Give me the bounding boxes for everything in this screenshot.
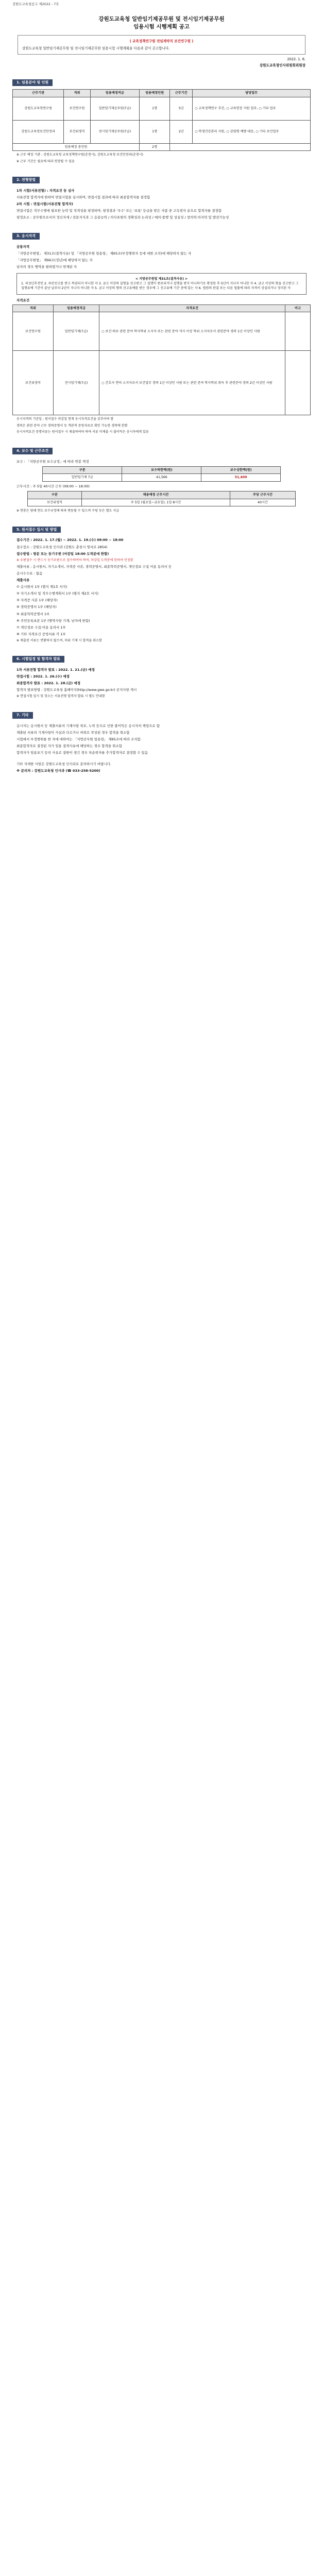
section-5-heading: 5. 원서접수 일시 및 방법: [12, 527, 61, 533]
section-3-heading: 3. 응시자격: [12, 233, 40, 240]
header-line: 강원도교육청공고 제2022 - 7호: [12, 2, 59, 6]
s5-item: 접수기간 : 2022. 1. 17.(월) ~ 2022. 1. 19.(수) 09:00 ~ 18:00: [16, 538, 124, 543]
table-row: [42, 474, 280, 482]
cell: 일반임기제공무원(7급): [90, 97, 139, 120]
page-title: [12, 15, 311, 31]
table-row: [13, 351, 311, 415]
cell: 일반임기제 7급: [42, 474, 122, 482]
s5-item: 접수방법 : 방문 또는 등기우편 (마감일 18:00 도착분에 한함): [16, 551, 109, 556]
cell: ○ 교육정책연구 추진, ○ 교육현장 지원 업무, ○ 기타 업무: [193, 97, 311, 120]
s7-item: 제출된 서류의 기재사항이 사실과 다르거나 허위로 작성된 경우 합격을 취소함: [16, 730, 130, 735]
s3-item: 「지방공무원법」 제66조(정년)에 해당하지 않는 자: [16, 258, 93, 263]
cell: 전시임기제(7급): [54, 351, 99, 415]
cell: ○ 간호사 면허 소지자로서 보건업무 경력 1년 이상인 사람 또는 관련 분야 학사학위 취득 후 관련분야 경력 2년 이상인 사람: [99, 351, 285, 415]
th-duty: 담당업무: [193, 90, 311, 97]
s6-item: ※ 면접시험 일시 및 장소는 서류전형 합격자 발표 시 별도 안내함: [16, 694, 105, 699]
cell: [285, 351, 311, 415]
s4-item: ※ 연봉은 당해 연도 보수규정에 따라 변동될 수 있으며 수당 등은 별도 지급: [16, 509, 120, 513]
disqualification-box: [16, 273, 307, 295]
s1-note: ※ 근무 기간은 필요에 따라 연장될 수 있음: [16, 159, 75, 163]
s2-item: 면접시험은 직무수행에 필요한 능력 및 적격성을 평정하며, 평정결과 '우수' 또는 '보통' 등급을 받은 사람 중 고득점자 순으로 합격자를 결정함: [16, 209, 222, 213]
date-line: 2022. 1. 6.: [287, 57, 305, 61]
s5-item: 접수장소 : 강원도교육청 인사과 (강원도 춘천시 영서로 2854): [16, 545, 108, 549]
th: 채용예정 근무시간: [82, 491, 230, 499]
s5-item: ※ 우편접수 시 반드시 등기우편으로 접수하여야 하며, 마감일 도착분에 한하여 인정함: [16, 558, 133, 562]
doc-item: ⑦ 개인정보 수집·이용 동의서 1부: [16, 625, 66, 630]
cell: [285, 312, 311, 351]
th: 구분: [27, 491, 81, 499]
s7-item: 응시자는 응시원서 등 제출서류의 기재사항 착오, 누락 등으로 인한 불이익은 응시자의 책임으로 함: [16, 723, 160, 728]
cell: 강원도교육청보건안전과: [13, 120, 64, 143]
cell: 5년: [170, 97, 193, 120]
section-4-heading: 4. 보수 및 근무조건: [12, 448, 53, 454]
s1-note: ※ 근무 예정 기관 : 강원도교육청 교육정책연구원(춘천시), 강원도교육청 보건안전과(춘천시): [16, 153, 144, 157]
recruit-table: [12, 89, 311, 151]
th: 보수하한액(원): [122, 466, 201, 474]
table-row: [13, 312, 311, 351]
s6-item: 최종합격자 발표 : 2022. 1. 28.(금) 예정: [16, 681, 80, 686]
s5-fee: 응시수수료 : 없음: [16, 571, 43, 576]
th: 임용예정직급: [54, 304, 99, 312]
s3-note: 경력은 관련 분야 근무 경력증명서 등 객관적 증빙자료로 확인 가능한 경력에 한함: [16, 423, 128, 428]
cell: 주 5일 (월요일~금요일), 1일 8시간: [82, 499, 230, 506]
box-title: < 지방공무원법 제31조(결격사유) >: [135, 277, 188, 281]
s5-doc-title: 제출서류: [16, 578, 30, 583]
th: 비고: [285, 304, 311, 312]
intro-box: [18, 35, 305, 54]
s6-item: 1차 서류전형 합격자 발표 : 2022. 1. 21.(금) 예정: [16, 668, 95, 672]
s5-note: ※ 제출된 서류는 반환하지 않으며, 허위 기재 시 합격을 취소함: [16, 638, 102, 642]
cell: 보건연구원: [64, 97, 91, 120]
cell: ○ 학생건강관리 지원, ○ 감염병 예방·대응, ○ 기타 보건업무: [193, 120, 311, 143]
cell: 41,566: [122, 474, 201, 482]
doc-item: ⑥ 주민등록초본 1부 (병역사항 기재, 남자에 한함): [16, 618, 90, 623]
s7-item: 최종합격자로 결정된 자가 임용 결격사유에 해당하는 경우 합격을 취소함: [16, 743, 122, 748]
table-row: [27, 499, 295, 506]
s5-item: 제출서류 : 응시원서, 자기소개서, 자격증 사본, 경력증명서, 최종학력증명서, 개인정보 수집 이용 동의서 등: [16, 565, 172, 569]
s2-item: 서류전형 합격자에 한하여 면접시험을 실시하며, 면접시험 결과에 따라 최종합격자를 결정함: [16, 195, 150, 200]
th: 자격요건: [99, 304, 285, 312]
s4-item: 근무시간 : 주 5일 40시간 근무 (09:00 ~ 18:00): [16, 484, 90, 488]
box-text: 1. 피성년후견인 2. 파산선고를 받고 복권되지 아니한 자 3. 금고 이상의 실형을 선고받고 그 집행이 종료되거나 집행을 받지 아니하기로 확정된 후 5년이 지나지 아니한 자 4. 금고 이상의 형을 선고받고 그 집행유예 기간이 끝난 날부터 2년이 지나지 아니한 자 5. 금고 이상의 형의 선고유예를 받은 경우에 그 선고유예 기간 중에 있는 자 6. 법원의 판결 또는 다른 법률에 따라 자격이 상실되거나 정지된 자: [21, 281, 299, 291]
doc-item: ② 자기소개서 및 직무수행계획서 1부 (별지 제2호 서식): [16, 591, 99, 596]
cell: 보건위생직: [64, 120, 91, 143]
cell: 전시임기제공무원(7급): [90, 120, 139, 143]
section-6-heading: 6. 시험일정 및 합격자 발표: [12, 656, 64, 663]
s6-item: 면접시험 : 2022. 1. 26.(수) 예정: [16, 674, 70, 679]
qualification-table: [12, 304, 311, 416]
doc-item: ① 응시원서 1부 (별지 제1호 서식): [16, 585, 67, 589]
section-2-heading: 2. 전형방법: [12, 177, 40, 183]
cell: 보건위생직: [27, 499, 81, 506]
cell: 1명: [139, 97, 170, 120]
issuer: 강원도교육청인사위원회위원장: [259, 63, 305, 68]
subtitle: ( 교육정책연구원 전임계약직 보건연구원 ): [129, 39, 194, 44]
th-period: 근무기간: [170, 90, 193, 97]
th-count: 임용예정인원: [139, 90, 170, 97]
th: 주당 근무시간: [230, 491, 295, 499]
cell: 1명: [139, 120, 170, 143]
th-grade: 임용예정직급: [90, 90, 139, 97]
th: 보수상한액(원): [201, 466, 281, 474]
cell: 강원도교육청연구원: [13, 97, 64, 120]
s7-item: 합격자가 임용포기 등의 사유로 결원이 생긴 경우 차순위자를 추가합격자로 결정할 수 있음: [16, 750, 148, 755]
doc-item: ③ 자격증 사본 1부 (해당자): [16, 598, 58, 603]
s6-item: 합격자 발표방법 : 강원도교육청 홈페이지(http://www.gwe.go.kr) 공지사항 게시: [16, 688, 137, 692]
title-line-2: 임용시험 시행계획 공고: [133, 24, 190, 30]
s7-item: 시험에서 부정행위를 한 자에 대하여는 「지방공무원 임용령」 제65조에 따라 조치함: [16, 737, 141, 741]
cell: 보건연구원: [13, 312, 54, 351]
intro-text: 강원도교육청 일반임기제공무원 및 전시임기제공무원 임용시험 시행계획을 다음과 같이 공고합니다.: [22, 46, 170, 50]
section-7-heading: 7. 기타: [12, 712, 33, 719]
doc-item: ⑤ 최종학력증명서 1부: [16, 612, 50, 616]
doc-item: ④ 경력증명서 1부 (해당자): [16, 605, 57, 609]
th: 직위: [13, 304, 54, 312]
doc-item: ⑧ 기타 자격요건 증빙서류 각 1부: [16, 632, 66, 636]
s2-item: 1차 시험(서류전형) : 자격요건 등 심사: [16, 189, 75, 193]
table-row: [13, 120, 311, 143]
cell: ○ 보건·의료 관련 분야 학사학위 소지자 또는 관련 분야 석사 이상 학위 소지자로서 관련분야 경력 1년 이상인 사람: [99, 312, 285, 351]
s3-item: 남자의 경우 병역을 필하였거나 면제된 자: [16, 265, 77, 269]
s4-item: 보수 : 「지방공무원 보수규정」에 따라 연봉 책정: [16, 459, 89, 464]
total-value: 2명: [139, 143, 170, 151]
s3-title: 공통자격: [16, 245, 30, 249]
work-hours-table: [27, 491, 296, 506]
s3-spec-title: 자격요건: [16, 298, 30, 302]
s3-note: 응시자격요건 증명서류는 원서접수 시 제출하여야 하며 서류 미제출 시 불이익은 응시자에게 있음: [16, 430, 149, 434]
title-line-1: 강원도교육청 일반임기제공무원 및 전시임기제공무원: [98, 16, 225, 22]
th: 구분: [42, 466, 122, 474]
cell: 40시간: [230, 499, 295, 506]
salary-table: [42, 466, 281, 482]
s3-item: 「지방공무원법」 제31조(결격사유) 및 「지방공무원 임용령」 제65조(부정행위자 등에 대한 조치)에 해당하지 않는 자: [16, 251, 192, 256]
s2-item: 평정요소 : 공무원으로서의 정신자세 / 전문지식과 그 응용능력 / 의사표현의 정확성과 논리성 / 예의·품행 및 성실성 / 창의력·의지력 및 발전가능성: [16, 215, 229, 220]
th-position: 직위: [64, 90, 91, 97]
cell: 보건위생직: [13, 351, 54, 415]
table-row: [13, 97, 311, 120]
s7-tail: ※ 문의처 : 강원도교육청 인사과 (☎ 033-258-5200): [16, 768, 100, 773]
s3-note: 응시자격의 기준일 : 원서접수 마감일 현재 응시자격요건을 갖추어야 함: [16, 417, 114, 421]
section-1-heading: 1. 임용분야 및 인원: [12, 79, 53, 86]
cell: 일반임기제(7급): [54, 312, 99, 351]
s7-tail: 기타 자세한 사항은 강원도교육청 인사과로 문의하시기 바랍니다.: [16, 761, 111, 766]
cell: 51,609: [201, 474, 281, 482]
total-label: 임용예정 총인원: [13, 143, 140, 151]
th-agency: 근무기관: [13, 90, 64, 97]
table-total-row: [13, 143, 311, 151]
cell: 2년: [170, 120, 193, 143]
s2-item: 2차 시험 : 면접시험(서류전형 합격자): [16, 202, 74, 207]
